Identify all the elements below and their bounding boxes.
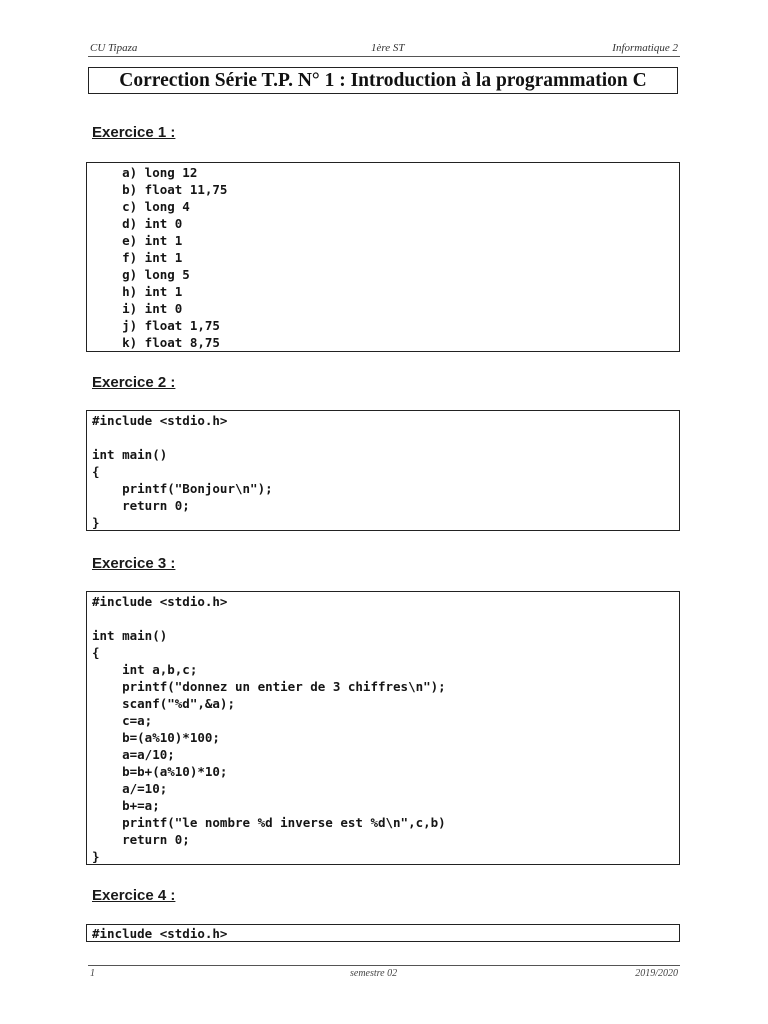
code-line: a=a/10;	[92, 747, 175, 762]
code-line: }	[92, 849, 100, 864]
code-line: b) float 11,75	[92, 182, 228, 197]
exercise-2-code-box	[86, 410, 680, 531]
code-line: h) int 1	[92, 284, 183, 299]
header-level: 1ère ST	[371, 42, 405, 54]
code-line: a) long 12	[92, 165, 198, 180]
code-line: int main()	[92, 628, 168, 643]
code-line: }	[92, 515, 100, 530]
code-line: d) int 0	[92, 216, 183, 231]
header-course: Informatique 2	[612, 42, 678, 54]
code-line: k) float 8,75	[92, 335, 220, 350]
code-line: printf("Bonjour\n");	[92, 481, 273, 496]
footer-divider	[88, 965, 680, 966]
code-line: e) int 1	[92, 233, 183, 248]
code-line: i) int 0	[92, 301, 183, 316]
code-line: c) long 4	[92, 199, 190, 214]
exercise-3-title: Exercice 3 :	[92, 555, 176, 572]
code-line: scanf("%d",&a);	[92, 696, 235, 711]
code-line: f) int 1	[92, 250, 183, 265]
exercise-4-title: Exercice 4 :	[92, 887, 176, 904]
header-institution: CU Tipaza	[90, 42, 138, 54]
exercise-1-title: Exercice 1 :	[92, 124, 176, 141]
code-line: a/=10;	[92, 781, 168, 796]
code-line: #include <stdio.h>	[92, 594, 228, 609]
footer-page-number: 1	[90, 968, 95, 979]
footer-year: 2019/2020	[635, 968, 678, 979]
code-line: b=b+(a%10)*10;	[92, 764, 228, 779]
code-line: j) float 1,75	[92, 318, 220, 333]
exercise-2-title: Exercice 2 :	[92, 374, 176, 391]
code-line: b+=a;	[92, 798, 160, 813]
code-line: int main()	[92, 447, 168, 462]
header-divider	[88, 56, 680, 57]
code-line: int a,b,c;	[92, 662, 198, 677]
code-line: #include <stdio.h>	[92, 926, 228, 941]
code-line: b=(a%10)*100;	[92, 730, 220, 745]
exercise-3-code-box	[86, 591, 680, 865]
page-footer	[88, 968, 680, 982]
footer-semester: semestre 02	[350, 968, 398, 979]
code-line: c=a;	[92, 713, 153, 728]
code-line: return 0;	[92, 832, 190, 847]
document-title: Correction Série T.P. N° 1 : Introduction à la programmation C	[88, 67, 678, 94]
code-line: {	[92, 645, 100, 660]
code-line: printf("le nombre %d inverse est %d\n",c,b)	[92, 815, 446, 830]
code-line: g) long 5	[92, 267, 190, 282]
code-line: printf("donnez un entier de 3 chiffres\n");	[92, 679, 446, 694]
code-line: #include <stdio.h>	[92, 413, 228, 428]
code-line: {	[92, 464, 100, 479]
exercise-4-code-box	[86, 924, 680, 942]
exercise-1-answer-box	[86, 162, 680, 352]
code-line: return 0;	[92, 498, 190, 513]
